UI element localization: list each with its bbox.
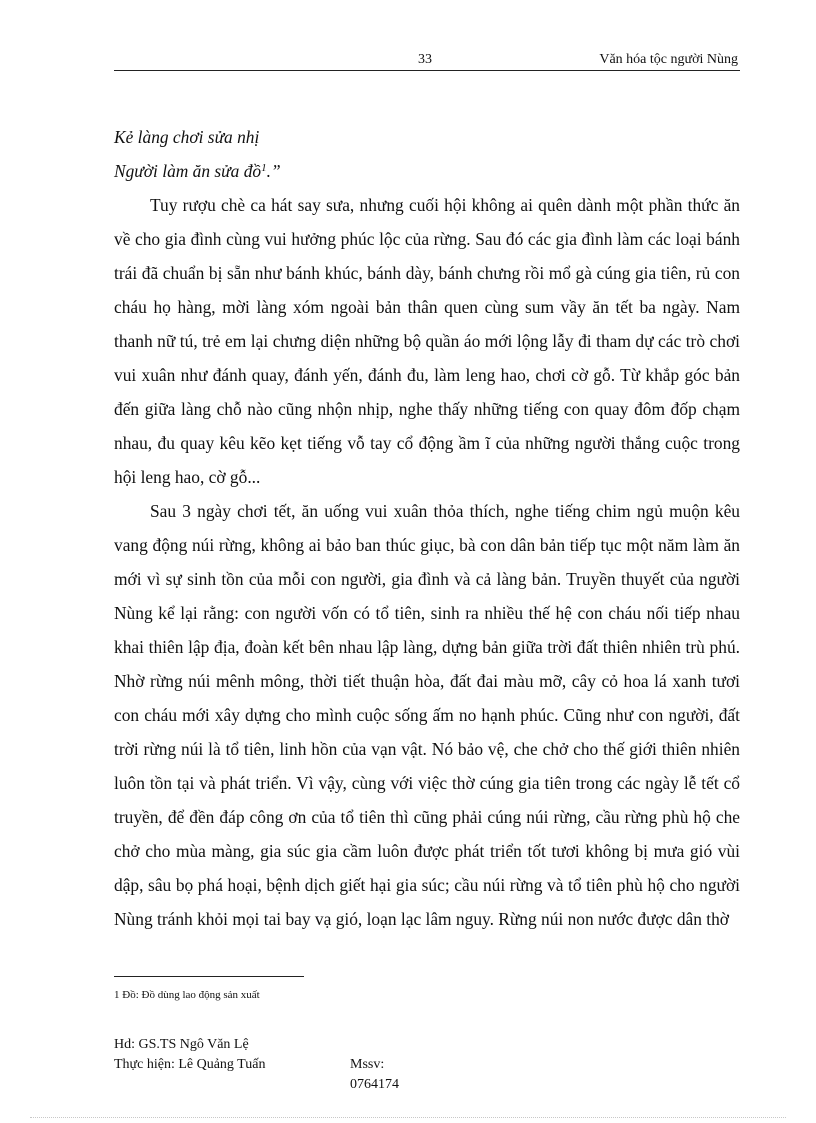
poem-line-text: Người làm ăn sửa đồ — [114, 161, 262, 181]
quote-end: .” — [266, 161, 281, 181]
poem-line-with-footnote — [114, 154, 740, 188]
paragraph-2: Sau 3 ngày chơi tết, ăn uống vui xuân thỏa thích, nghe tiếng chim ngủ muộn kêu vang động núi rừng, không ai bảo ban thúc giục, bà con dân bản tiếp tục một năm làm ăn mới vì sự sinh tồn của mỗi con người, gia đình và cả làng bản. Truyền thuyết của người Nùng kể lại rằng: con người vốn có tổ tiên, sinh ra nhiều thế hệ con cháu nối tiếp nhau khai thiên lập địa, đoàn kết bên nhau lập làng, dựng bản giữa trời đất thiên nhiên trù phú. Nhờ rừng núi mênh mông, thời tiết thuận hòa, đất đai màu mỡ, cây cỏ hoa lá xanh tươi con cháu mới xây dựng cho mình cuộc sống ấm no hạnh phúc. Cũng như con người, đất trời rừng núi là tổ tiên, linh hồn của vạn vật. Nó bảo vệ, che chở cho thế giới thiên nhiên luôn tồn tại và phát triển. Vì vậy, cùng với việc thờ cúng gia tiên trong các ngày lễ tết cổ truyền, để đền đáp công ơn của tổ tiên thì cũng phải cúng núi rừng, cầu rừng phù hộ che chở cho mùa màng, gia súc gia cầm luôn được phát triển tốt tươi không bị mưa gió vùi dập, sâu bọ phá hoại, bệnh dịch giết hại gia súc; cầu núi rừng và tổ tiên phù hộ cho người Nùng tránh khỏi mọi tai bay vạ gió, loạn lạc lâm nguy. Rừng núi non nước được dân thờ — [114, 501, 740, 929]
advisor-line: Hd: GS.TS Ngô Văn Lệ — [114, 1037, 249, 1052]
page-header — [114, 52, 740, 71]
body-text — [114, 120, 740, 936]
author-line: Thực hiện: Lê Quảng Tuấn — [114, 1057, 266, 1072]
page-edge-divider — [30, 1117, 786, 1118]
author-row — [114, 1055, 399, 1092]
student-id: Mssv: 0764174 — [350, 1057, 399, 1092]
poem-line: Kẻ làng chơi sửa nhị — [114, 127, 260, 147]
page-number: 33 — [418, 52, 432, 67]
footnote: 1 Đồ: Đồ dùng lao động sản xuất — [114, 989, 260, 1001]
footnote-reference[interactable]: 1 — [261, 162, 267, 174]
header-title: Văn hóa tộc người Nùng — [599, 52, 738, 67]
paragraph-1: Tuy rượu chè ca hát say sưa, nhưng cuối hội không ai quên dành một phần thức ăn về cho gia đình cùng vui hưởng phúc lộc của rừng. Sau đó các gia đình làm các loại bánh trái đã chuẩn bị sẵn như bánh khúc, bánh dày, bánh chưng rồi mổ gà cúng gia tiên, rủ con cháu họ hàng, mời làng xóm ngoài bản thân quen cùng sum vầy ăn tết ba ngày. Nam thanh nữ tú, trẻ em lại chưng diện những bộ quần áo mới lộng lẫy đi tham dự các trò chơi vui xuân như đánh quay, đánh yến, đánh đu, làm leng hao, chơi cờ gỗ. Từ khắp góc bản đến giữa làng chỗ nào cũng nhộn nhịp, nghe thấy những tiếng con quay đôm đốp chạm nhau, đu quay kêu kẽo kẹt tiếng vỗ tay cổ động ầm ĩ của những người thắng cuộc trong hội leng hao, cờ gỗ... — [114, 195, 740, 487]
footnote-separator — [114, 976, 304, 977]
page-footer — [114, 1035, 399, 1092]
